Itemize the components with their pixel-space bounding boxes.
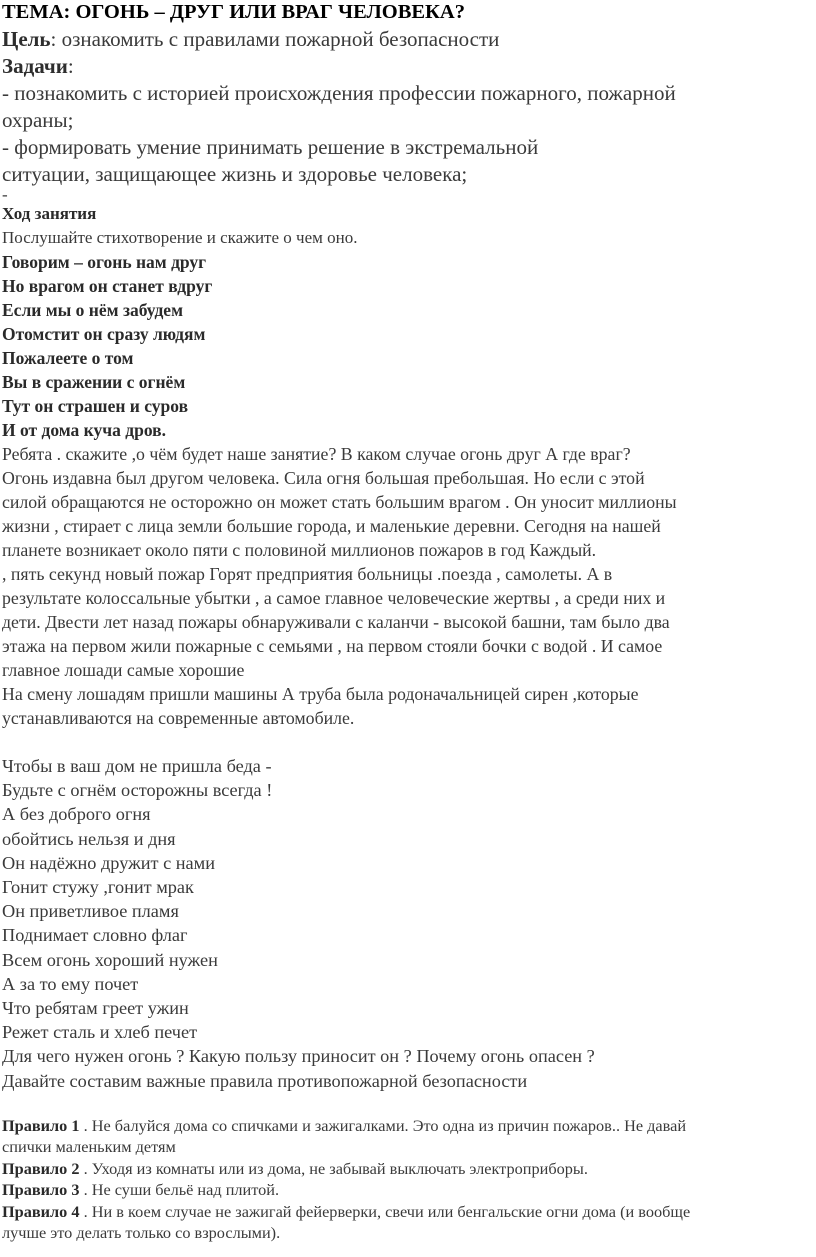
poem-line: Будьте с огнём осторожны всегда ! bbox=[2, 780, 273, 801]
text-line: главное лошади самые хорошие bbox=[2, 660, 245, 680]
rule-text: . Ни в коем случае не зажигай фейерверки, свечи или бенгальские огни дома (и вообще bbox=[79, 1201, 691, 1221]
question-line: Для чего нужен огонь ? Какую пользу приносит он ? Почему огонь опасен ? bbox=[2, 1046, 595, 1067]
text-line: этажа на первом жили пожарные с семьями , на первом стояли бочки с водой . И самое bbox=[2, 636, 663, 656]
rule-text: . Не балуйся дома со спичками и зажигалками. Это одна из причин пожаров.. Не давай bbox=[79, 1115, 687, 1135]
poem-line: Что ребятам греет ужин bbox=[2, 998, 189, 1019]
document-title: ТЕМА: ОГОНЬ – ДРУГ ИЛИ ВРАГ ЧЕЛОВЕКА? bbox=[2, 1, 465, 23]
rule-text: лучше это делать только со взрослыми). bbox=[2, 1223, 281, 1243]
poem-line: Чтобы в ваш дом не пришла беда - bbox=[2, 756, 272, 776]
poem-line: А без доброго огня bbox=[2, 804, 151, 825]
poem-line: обойтись нельзя и дня bbox=[2, 828, 176, 849]
text-line: результате колоссальные убытки , а самое главное человеческие жертвы , а среди них и bbox=[2, 588, 666, 608]
rule-label: Правило 2 bbox=[2, 1158, 80, 1178]
poem-line: Гонит стужу ,гонит мрак bbox=[2, 877, 194, 898]
poem-line: Всем огонь хороший нужен bbox=[2, 949, 218, 970]
goal-line bbox=[2, 26, 814, 53]
text-line: планете возникает около пяти с половиной миллионов пожаров в год Каждый. bbox=[2, 540, 597, 560]
lesson-intro: Послушайте стихотворение и скажите о чем оно. bbox=[2, 228, 358, 247]
text-line: дети. Двести лет назад пожары обнаруживали с каланчи - высокой башни, там было два bbox=[2, 612, 670, 632]
poem-bold bbox=[2, 250, 814, 442]
task-line: охраны; bbox=[2, 108, 74, 132]
tasks-heading bbox=[2, 53, 814, 80]
rule-line bbox=[2, 1115, 814, 1137]
text-line: жизни , стирает с лица земли большие города, и маленькие деревни. Сегодня на нашей bbox=[2, 516, 661, 536]
poem-line: Поднимает словно флаг bbox=[2, 925, 188, 946]
poem-line: Он приветливое пламя bbox=[2, 901, 179, 922]
rule-label: Правило 3 bbox=[2, 1180, 80, 1200]
spacer bbox=[2, 1093, 814, 1115]
rule-line bbox=[2, 1201, 814, 1223]
rule-line bbox=[2, 1222, 814, 1244]
poem-line: Тут он страшен и суров bbox=[2, 396, 189, 416]
task-line: - познакомить с историей происхождения профессии пожарного, пожарной bbox=[2, 81, 676, 105]
goal-text: : ознакомить с правилами пожарной безопасности bbox=[50, 27, 500, 51]
lesson-heading: Ход занятия bbox=[2, 204, 97, 223]
rule-line bbox=[2, 1158, 814, 1180]
rules-list bbox=[2, 1115, 814, 1244]
poem-line: Режет сталь и хлеб печет bbox=[2, 1022, 198, 1043]
rule-text: . Уходя из комнаты или из дома, не забывай выключать электроприборы. bbox=[79, 1158, 588, 1178]
rule-text: спички маленьким детям bbox=[2, 1137, 176, 1157]
poem-line: Вы в сражении с огнём bbox=[2, 372, 186, 392]
task-dash: - bbox=[2, 185, 8, 204]
poem-line: И от дома куча дров. bbox=[2, 420, 166, 440]
document-page bbox=[2, 0, 814, 1244]
rule-text: . Не суши бельё над плитой. bbox=[79, 1180, 280, 1200]
text-line: На смену лошадям пришли машины А труба была родоначальницей сирен ,которые bbox=[2, 684, 639, 704]
poem-line: Отомстит он сразу людям bbox=[2, 324, 206, 344]
poem-line: Пожалеете о том bbox=[2, 348, 134, 368]
body-text bbox=[2, 442, 814, 730]
task-line: - формировать умение принимать решение в экстремальной bbox=[2, 135, 539, 159]
text-line: Ребята . скажите ,о чём будет наше занятие? В каком случае огонь друг А где враг? bbox=[2, 444, 631, 464]
poem-line: Говорим – огонь нам друг bbox=[2, 252, 207, 272]
poem-line: Он надёжно дружит с нами bbox=[2, 852, 216, 873]
rule-line bbox=[2, 1136, 814, 1158]
text-line: , пять секунд новый пожар Горят предприятия больницы .поезда , самолеты. А в bbox=[2, 564, 613, 584]
tasks-label: Задачи bbox=[2, 54, 68, 78]
spacer bbox=[2, 730, 814, 754]
rule-label: Правило 1 bbox=[2, 1115, 80, 1135]
text-line: силой обращаются не осторожно он может стать большим врагом . Он уносит миллионы bbox=[2, 492, 677, 512]
text-line: устанавливаются на современные автомобиле. bbox=[2, 708, 355, 728]
rule-label: Правило 4 bbox=[2, 1201, 80, 1221]
text-line: Огонь издавна был другом человека. Сила огня большая пребольшая. Но если с этой bbox=[2, 468, 645, 488]
task-line: ситуации, защищающее жизнь и здоровье человека; bbox=[2, 162, 468, 186]
poem-line: Если мы о нём забудем bbox=[2, 300, 183, 320]
tasks-colon: : bbox=[67, 54, 74, 78]
poem-line: А за то ему почет bbox=[2, 973, 139, 994]
goal-label: Цель bbox=[2, 27, 51, 51]
poem-line: Но врагом он станет вдруг bbox=[2, 276, 213, 296]
poem-plain bbox=[2, 754, 814, 1093]
rule-line bbox=[2, 1179, 814, 1201]
rules-intro: Давайте составим важные правила противопожарной безопасности bbox=[2, 1070, 528, 1091]
